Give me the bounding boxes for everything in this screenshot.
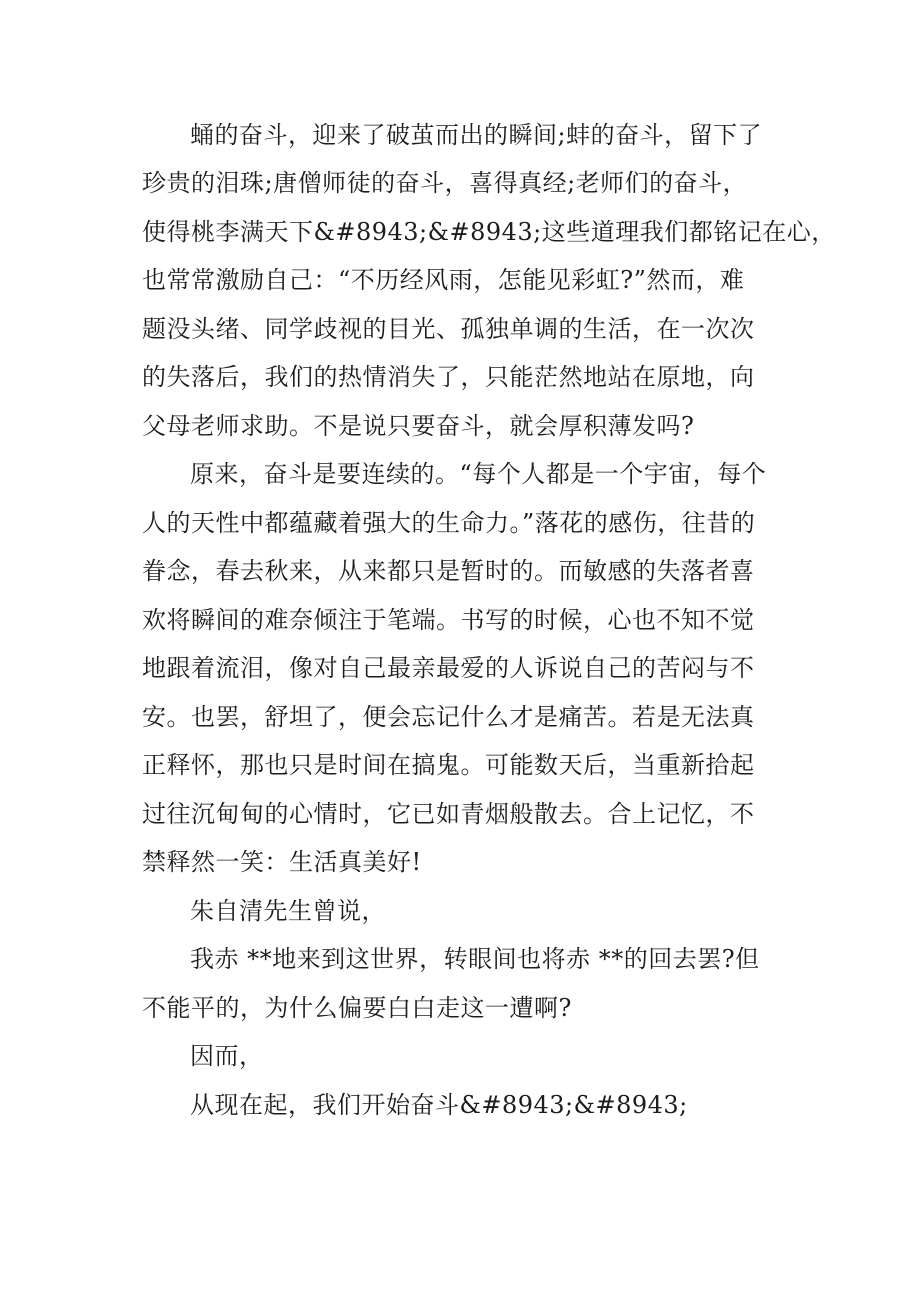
paragraph-4-line-2: 不能平的，为什么偏要白白走这一遭啊? — [142, 994, 572, 1022]
paragraph-2-line-3: 眷念，春去秋来，从来都只是暂时的。而敏感的失落者喜 — [142, 557, 755, 585]
paragraph-2-line-7: 正释怀，那也只是时间在搞鬼。可能数天后，当重新拾起 — [142, 751, 755, 779]
paragraph-1-line-4: 也常常激励自己：“不历经风雨，怎能见彩虹?”然而，难 — [142, 266, 745, 294]
paragraph-1-line-6: 的失落后，我们的热情消失了，只能茫然地站在原地，向 — [142, 363, 755, 391]
paragraph-2-line-8: 过往沉甸甸的心情时，它已如青烟般散去。合上记忆，不 — [142, 800, 755, 828]
paragraph-1-line-7: 父母老师求助。不是说只要奋斗，就会厚积薄发吗? — [142, 412, 695, 440]
paragraph-6-line-1: 从现在起，我们开始奋斗&#8943;&#8943; — [190, 1091, 688, 1119]
paragraph-1-line-3: 使得桃李满天下&#8943;&#8943;这些道理我们都铭记在心， — [142, 218, 836, 246]
paragraph-2-line-9: 禁释然一笑：生活真美好! — [142, 848, 422, 876]
paragraph-4-line-1: 我赤 **地来到这世界，转眼间也将赤 **的回去罢?但 — [190, 945, 760, 973]
paragraph-2-line-5: 地跟着流泪，像对自己最亲最爱的人诉说自己的苦闷与不 — [142, 654, 755, 682]
paragraph-2-line-1: 原来，奋斗是要连续的。“每个人都是一个宇宙，每个 — [190, 460, 767, 488]
paragraph-3-line-1: 朱自清先生曾说， — [190, 897, 386, 925]
paragraph-2-line-6: 安。也罢，舒坦了，便会忘记什么才是痛苦。若是无法真 — [142, 703, 755, 731]
paragraph-1-line-1: 蛹的奋斗，迎来了破茧而出的瞬间;蚌的奋斗，留下了 — [190, 121, 763, 149]
paragraph-1-line-5: 题没头绪、同学歧视的目光、孤独单调的生活，在一次次 — [142, 315, 755, 343]
paragraph-2-line-4: 欢将瞬间的难奈倾注于笔端。书写的时候，心也不知不觉 — [142, 606, 755, 634]
paragraph-1-line-2: 珍贵的泪珠;唐僧师徒的奋斗，喜得真经;老师们的奋斗， — [142, 169, 748, 197]
paragraph-2-line-2: 人的天性中都蕴藏着强大的生命力。”落花的感伤，往昔的 — [142, 509, 756, 537]
paragraph-5-line-1: 因而， — [190, 1042, 264, 1070]
